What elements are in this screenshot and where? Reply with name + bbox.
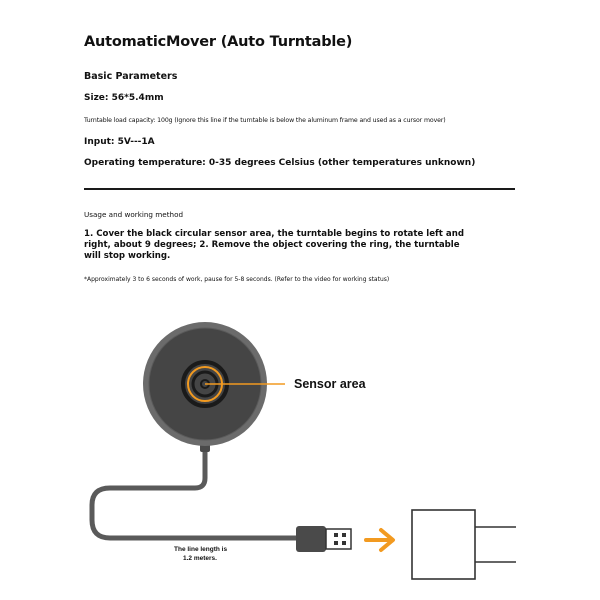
sensor-area-label: Sensor area [294, 377, 366, 391]
power-adapter [412, 510, 475, 579]
usb-contact-2 [342, 533, 346, 537]
basic-parameters-heading: Basic Parameters [84, 71, 178, 82]
usage-instructions: 1. Cover the black circular sensor area, the turntable begins to rotate left and right, about 9 degrees; 2. Remove the object covering the ring, the turntable will stop working. [84, 229, 464, 261]
usb-connector [326, 529, 351, 549]
usb-contact-1 [334, 533, 338, 537]
usb-contact-3 [334, 541, 338, 545]
input-spec: Input: 5V---1A [84, 137, 155, 147]
page-title: AutomaticMover (Auto Turntable) [84, 34, 353, 50]
cable-length-label-line2: 1.2 meters. [183, 555, 217, 562]
working-note: *Approximately 3 to 6 seconds of work, pause for 5-8 seconds. (Refer to the video for working status) [84, 276, 390, 283]
usb-contact-4 [342, 541, 346, 545]
usb-plug-body [296, 526, 326, 552]
usage-heading: Usage and working method [84, 210, 184, 219]
cable [92, 440, 298, 538]
arrow-icon [366, 530, 393, 550]
cable-length-label-line1: The line length is [174, 546, 228, 553]
operating-temperature-spec: Operating temperature: 0-35 degrees Celsius (other temperatures unknown) [84, 158, 476, 168]
load-capacity-spec: Turntable load capacity: 100g (Ignore this line if the turntable is below the aluminum frame and used as a cursor mover) [84, 117, 446, 124]
size-spec: Size: 56*5.4mm [84, 93, 164, 103]
